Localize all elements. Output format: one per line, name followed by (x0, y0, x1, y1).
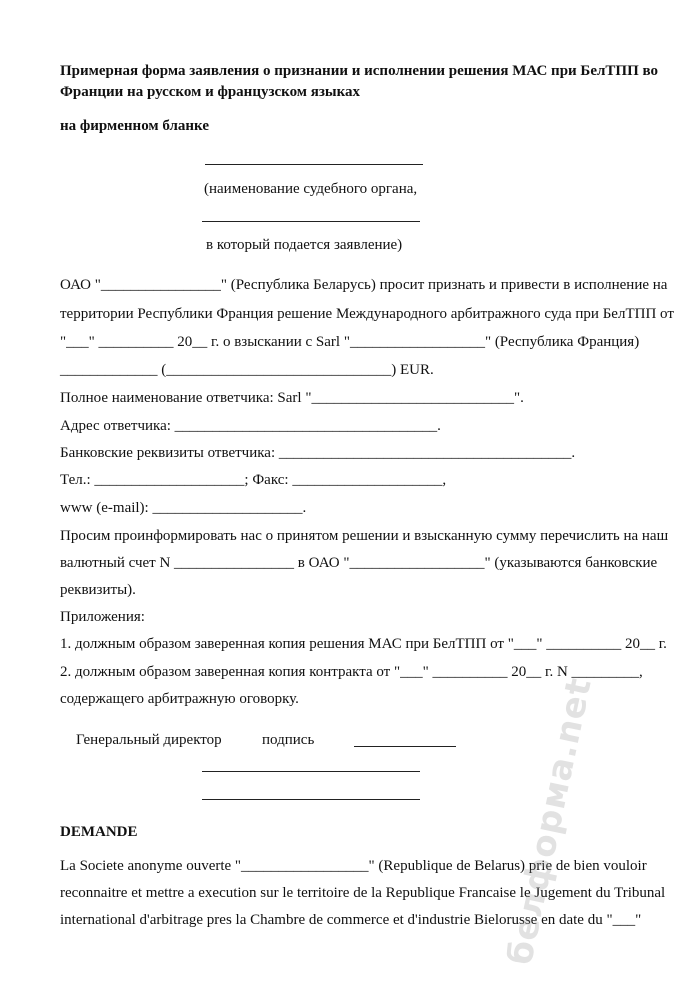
document-title: Примерная форма заявления о признании и исполнении решения МАС при БелТПП во (60, 63, 659, 79)
court-caption-line1: (наименование судебного органа, (204, 181, 418, 197)
attachment-item-continued: содержащего арбитражную оговорку. (60, 691, 299, 707)
director-label: Генеральный директор (76, 732, 222, 748)
signature-label: подпись (262, 732, 315, 748)
court-caption-line2: в который подается заявление) (206, 237, 403, 253)
french-paragraph-line: international d'arbitrage pres la Chambre de commerce et d'industrie Bielorusse en date du "___" (60, 912, 642, 928)
french-paragraph-line: reconnaitre et mettre a execution sur le territoire de la Republique Francaise le Jugement du Tribunal (60, 885, 666, 901)
demande-header: DEMANDE (60, 824, 138, 840)
request-line: валютный счет N ________________ в ОАО "__________________" (указываются банковские (60, 555, 658, 571)
signature-blank-line (354, 746, 456, 747)
court-name-blank-line (205, 164, 423, 165)
blank-line (202, 799, 420, 800)
paragraph-line: ОАО "________________" (Республика Беларусь) просит признать и привести в исполнение на (60, 277, 668, 293)
defendant-bank-line: Банковские реквизиты ответчика: _______________________________________. (60, 445, 576, 461)
french-paragraph-line: La Societe anonyme ouverte "_________________" (Republique de Belarus) prie de bien vouloir (60, 858, 647, 874)
paragraph-line: "___" __________ 20__ г. о взыскании с Sarl "__________________" (Республика Франция) (60, 334, 640, 350)
defendant-address-line: Адрес ответчика: ___________________________________. (60, 418, 441, 434)
attachment-item: 2. должным образом заверенная копия контракта от "___" __________ 20__ г. N _________, (60, 664, 643, 680)
paragraph-line: территории Республики Франция решение Международного арбитражного суда при БелТПП от (60, 306, 674, 322)
request-line: Просим проинформировать нас о принятом решении и взысканную сумму перечислить на наш (60, 528, 669, 544)
email-line: www (e-mail): ____________________. (60, 500, 307, 516)
attachment-item: 1. должным образом заверенная копия решения МАС при БелТПП от "___" __________ 20__ г. (60, 636, 667, 652)
attachments-header: Приложения: (60, 609, 145, 625)
watermark: белформа.net (500, 674, 600, 969)
defendant-name-line: Полное наименование ответчика: Sarl "___________________________". (60, 390, 524, 406)
phone-fax-line: Тел.: ____________________; Факс: ____________________, (60, 472, 447, 488)
letterhead-note: на фирменном бланке (60, 118, 209, 134)
request-line: реквизиты). (60, 582, 136, 598)
document-title-continued: Франции на русском и французском языках (60, 84, 361, 100)
court-name-blank-line-2 (202, 221, 420, 222)
paragraph-line: _____________ (______________________________) EUR. (60, 362, 434, 378)
blank-line (202, 771, 420, 772)
